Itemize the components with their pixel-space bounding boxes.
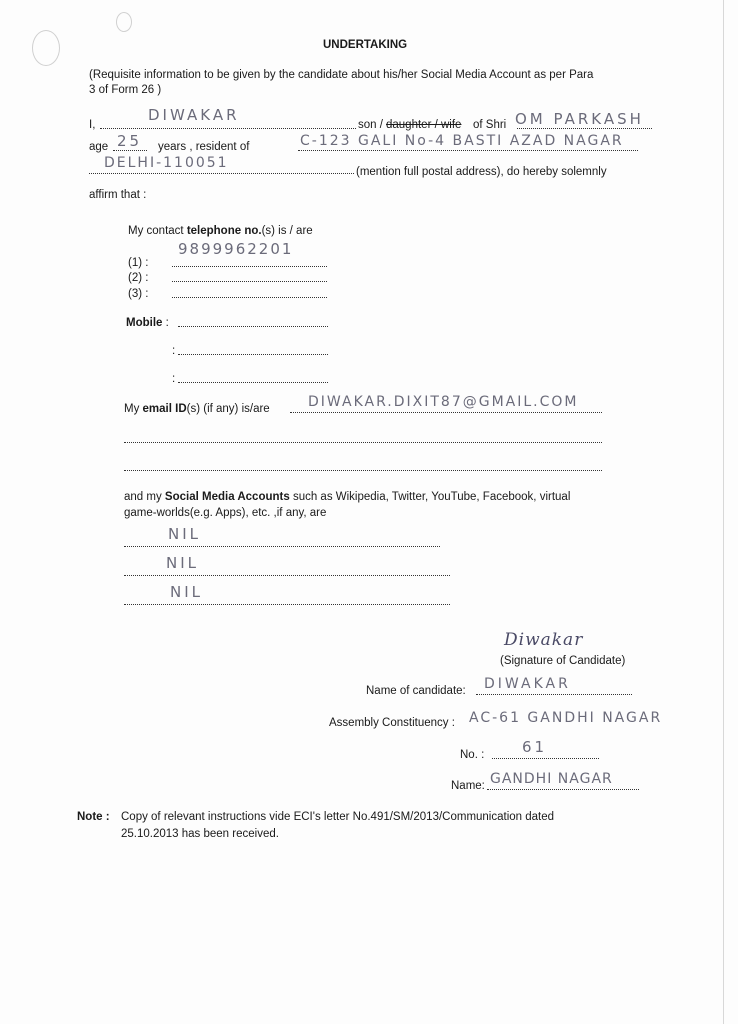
paper-stain xyxy=(32,30,60,66)
social-line-3 xyxy=(124,604,450,605)
label-i: I, xyxy=(89,119,96,131)
father-field-line xyxy=(517,128,652,129)
intro-line-1: (Requisite information to be given by the candidate about his/her Social Media Account as per Para xyxy=(89,69,594,81)
social-line-1 xyxy=(124,546,440,547)
phone-label-3: (3) : xyxy=(128,288,149,300)
social-line-2 xyxy=(124,575,450,576)
assembly-label: Assembly Constituency : xyxy=(329,717,455,729)
mobile-line-2 xyxy=(178,354,328,355)
postal-note: (mention full postal address), do hereby solemnly xyxy=(356,166,607,178)
candidate-name-handwritten: DIWAKAR xyxy=(484,676,571,692)
mobile-colon-2: : xyxy=(172,345,176,357)
phone-line-3 xyxy=(172,297,327,298)
social-heading-2: game-worlds(e.g. Apps), etc. ,if any, are xyxy=(124,507,327,519)
label-years-resident: years , resident of xyxy=(158,141,250,153)
mobile-line-1 xyxy=(178,326,328,327)
constituency-name-handwritten: GANDHI NAGAR xyxy=(490,771,613,787)
note-label: Note : xyxy=(77,811,110,823)
phone-label-2: (2) : xyxy=(128,272,149,284)
father-handwritten: OM PARKASH xyxy=(515,110,644,128)
label-daughter-wife: daughter / wife xyxy=(386,119,462,131)
phone-value-1: 9899962201 xyxy=(178,240,294,258)
age-handwritten: 25 xyxy=(117,132,143,150)
constituency-name-line xyxy=(487,789,639,790)
age-field-line xyxy=(113,150,147,151)
no-handwritten: 61 xyxy=(522,738,548,756)
paper-stain xyxy=(116,12,132,32)
phone-line-1 xyxy=(172,266,327,267)
email-handwritten: DIWAKAR.DIXIT87@GMAIL.COM xyxy=(308,394,579,410)
label-age: age xyxy=(89,141,109,153)
phone-line-2 xyxy=(172,281,327,282)
no-label: No. : xyxy=(460,749,485,761)
address2-field-line xyxy=(89,173,354,174)
address-field-line xyxy=(298,150,638,151)
email-line-1 xyxy=(290,412,602,413)
page-edge xyxy=(723,0,724,1024)
social-entry-2: NIL xyxy=(166,554,200,572)
address2-handwritten: DELHI-110051 xyxy=(104,155,229,171)
name-handwritten: DIWAKAR xyxy=(148,106,240,124)
social-entry-3: NIL xyxy=(170,583,204,601)
note-line-1: Copy of relevant instructions vide ECI's letter No.491/SM/2013/Communication dated xyxy=(121,811,555,823)
phone-label-1: (1) : xyxy=(128,257,149,269)
mobile-label: Mobile : xyxy=(126,317,169,329)
candidate-name-label: Name of candidate: xyxy=(366,685,466,697)
email-line-3 xyxy=(124,470,602,471)
address-handwritten: C-123 GALI No-4 BASTI AZAD NAGAR xyxy=(300,133,624,149)
mobile-colon-3: : xyxy=(172,373,176,385)
affirm-text: affirm that : xyxy=(89,189,147,201)
mobile-line-3 xyxy=(178,382,328,383)
note-line-2: 25.10.2013 has been received. xyxy=(121,828,279,840)
social-heading: and my Social Media Accounts such as Wikipedia, Twitter, YouTube, Facebook, virtual xyxy=(124,491,571,503)
constituency-name-label: Name: xyxy=(451,780,485,792)
candidate-signature: Diwakar xyxy=(504,630,584,650)
contact-heading: My contact telephone no.(s) is / are xyxy=(128,225,313,237)
email-line-2 xyxy=(124,442,602,443)
email-heading: My email ID(s) (if any) is/are xyxy=(124,403,270,415)
label-son-of: son / xyxy=(358,119,383,131)
candidate-name-line xyxy=(476,694,632,695)
label-of-shri: of Shri xyxy=(473,119,507,131)
no-line xyxy=(492,758,599,759)
name-field-line xyxy=(100,128,356,129)
page-title: UNDERTAKING xyxy=(323,39,408,51)
social-entry-1: NIL xyxy=(168,525,202,543)
intro-line-2: 3 of Form 26 ) xyxy=(89,84,162,96)
signature-label: (Signature of Candidate) xyxy=(500,655,626,667)
assembly-handwritten: AC-61 GANDHI NAGAR xyxy=(469,710,663,726)
